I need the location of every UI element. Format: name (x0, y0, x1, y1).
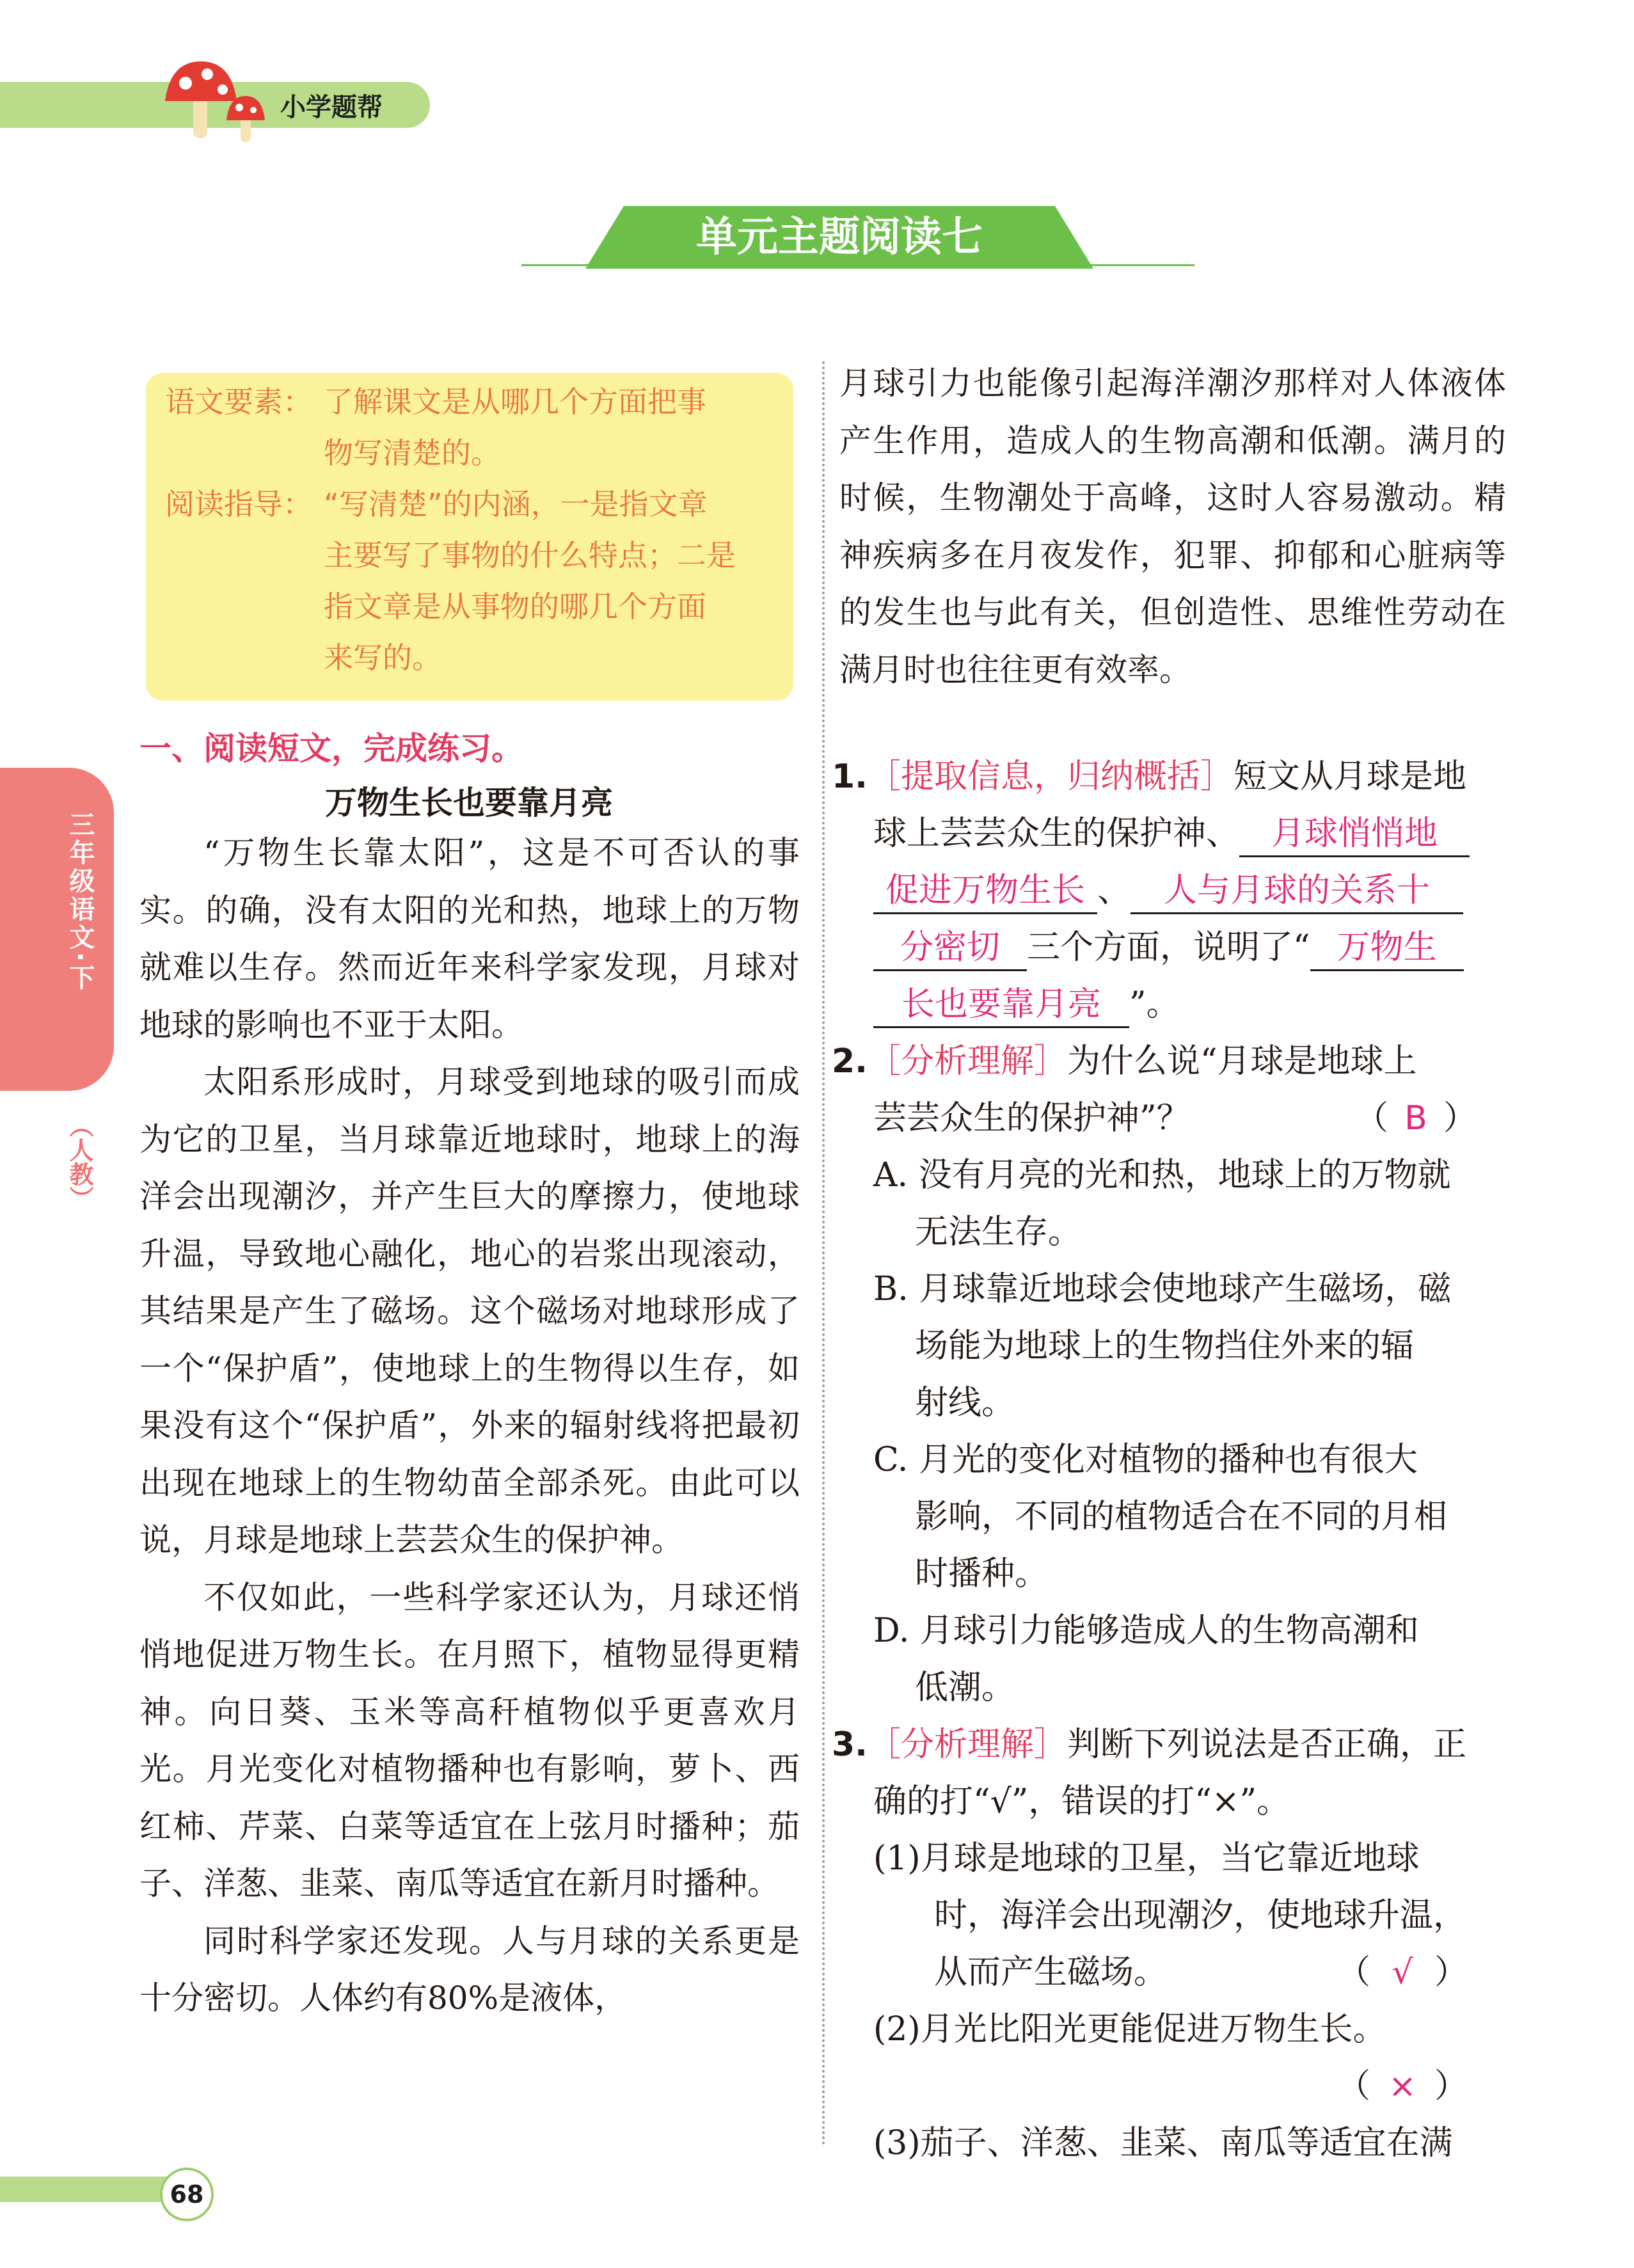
title-underline (521, 264, 1194, 266)
judgement-answer: （ × ） (1337, 2067, 1468, 2105)
article-paragraph: 同时科学家还发现。人与月球的关系更是十分密切。人体约有80%是液体， (139, 1922, 800, 2017)
question-tag: ［提取信息，归纳概括］ (867, 757, 1233, 796)
article-paragraph: 太阳系形成时，月球受到地球的吸引而成为它的卫星，当月球靠近地球时，地球上的海洋会出现潮汐，并产生巨大的摩擦力，使地球升温，导致地心融化，地心的岩浆出现滚动，其结果是产生了磁场。这个磁场对地球形成了一个“保护盾”，使地球上的生物得以生存，如果没有这个“保护盾”，外来的辐射线将把最初出现在地球上的生物幼苗全部杀死。由此可以说，月球是地球上芸芸众生的保护神。 (139, 1063, 800, 1558)
footer-band (0, 2177, 180, 2202)
answer-blank: 长也要靠月亮 (873, 980, 1129, 1028)
option-c: C. 月光的变化对植物的播种也有很大 (873, 1441, 1418, 1479)
section-title: 一、阅读短文，完成练习。 (139, 730, 523, 767)
answer-blank: 万物生 (1310, 923, 1464, 971)
judgement-answer: （ √ ） (1337, 1953, 1468, 1992)
answer-blank: 人与月球的关系十 (1130, 866, 1463, 914)
guidance-text: 指文章是从事物的哪几个方面 (324, 589, 706, 624)
guidance-text: “写清楚”的内涵，一是指文章 (324, 487, 708, 521)
requirement-text: 物写清楚的。 (324, 436, 500, 470)
requirements-box (146, 373, 793, 701)
question-2: 2.［分析理解］为什么说“月球是地球上 (832, 1042, 1417, 1081)
article-paragraph: “万物生长靠太阳”，这是不可否认的事实。的确，没有太阳的光和热，地球上的万物就难以生存。然而近年来科学家发现，月球对地球的影响也不亚于太阳。 (139, 834, 800, 1043)
grade-label: 三年级语文·下 (65, 811, 95, 993)
brand-name: 小学题帮 (280, 93, 383, 122)
guidance-text: 主要写了事物的什么特点；二是 (324, 538, 736, 573)
article-continuation (839, 355, 1506, 699)
option-d: D. 月球引力能够造成人的生物高潮和 (873, 1612, 1419, 1650)
judgement-item: (2)月光比阳光更能促进万物生长。 (873, 2010, 1386, 2049)
edition-label: （人教） (65, 1113, 93, 1210)
judgement-item: (1)月球是地球的卫星，当它靠近地球 (873, 1839, 1420, 1878)
question-1: 1.［提取信息，归纳概括］短文从月球是地 (832, 757, 1466, 796)
page-number: 68 (160, 2168, 214, 2221)
requirement-label-1: 语文要素： (165, 385, 312, 419)
answer-blank: 促进万物生长 (873, 866, 1097, 914)
question-tag: ［分析理解］ (867, 1042, 1067, 1081)
judgement-item: (3)茄子、洋葱、韭菜、南瓜等适宜在满 (873, 2124, 1453, 2162)
article-title: 万物生长也要靠月亮 (325, 784, 613, 821)
article-paragraph: 月球引力也能像引起海洋潮汐那样对人体液体产生作用，造成人的生物高潮和低潮。满月的时候，生物潮处于高峰，这时人容易激动。精神疾病多在月夜发作，犯罪、抑郁和心脏病等的发生也与此有关，但创造性、思维性劳动在满月时也往往更有效率。 (839, 365, 1506, 688)
requirement-label-2: 阅读指导： (165, 487, 312, 521)
guidance-text: 来写的。 (324, 640, 441, 675)
question-tag: ［分析理解］ (867, 1725, 1067, 1764)
article-paragraph: 不仅如此，一些科学家还认为，月球还悄悄地促进万物生长。在月照下，植物显得更精神。向日葵、玉米等高秆植物似乎更喜欢月光。月光变化对植物播种也有影响，萝卜、西红柿、芹菜、白菜等适宜在上弦月时播种；茄子、洋葱、韭菜、南瓜等适宜在新月时播种。 (139, 1578, 800, 1902)
option-a: A. 没有月亮的光和热，地球上的万物就 (873, 1156, 1451, 1194)
answer-choice: （ B ） (1355, 1099, 1477, 1138)
mushroom-logo-icon (160, 59, 282, 148)
answer-blank: 月球悄悄地 (1239, 809, 1470, 857)
unit-title: 单元主题阅读七 (696, 214, 983, 261)
answer-blank: 分密切 (873, 923, 1027, 971)
question-3: 3.［分析理解］判断下列说法是否正确，正 (832, 1725, 1466, 1764)
option-b: B. 月球靠近地球会使地球产生磁场，磁 (873, 1270, 1452, 1308)
article-body (139, 825, 800, 2027)
column-divider (822, 361, 825, 2146)
requirement-text: 了解课文是从哪几个方面把事 (324, 385, 706, 419)
